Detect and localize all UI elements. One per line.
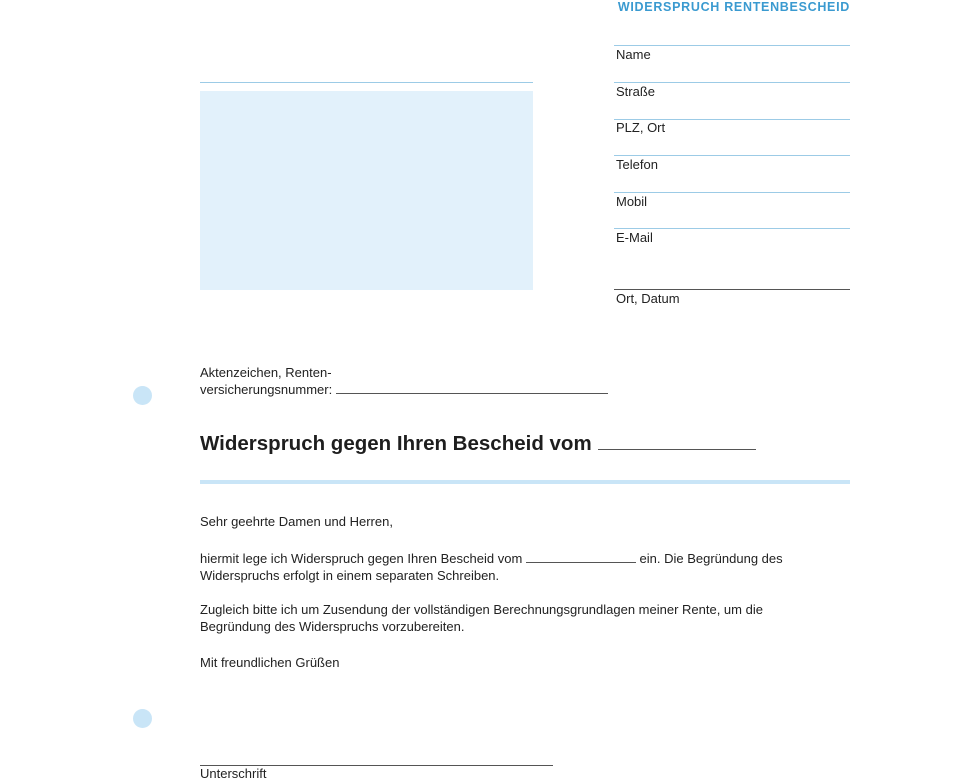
address-window[interactable] <box>200 91 533 290</box>
subject-divider <box>200 480 850 484</box>
subject-text: Widerspruch gegen Ihren Bescheid vom <box>200 432 592 455</box>
name-label: Name <box>616 47 651 62</box>
fold-mark-top <box>133 386 152 405</box>
paragraph-1-end: ein. Die Begründung des Widerspruchs erfolgt in einem separaten Schreiben. <box>200 551 783 583</box>
street-label: Straße <box>616 84 656 99</box>
mobile-label: Mobil <box>616 194 648 209</box>
phone-label: Telefon <box>616 157 658 172</box>
phone-field-line[interactable] <box>614 155 850 156</box>
notice-date-blank[interactable] <box>526 562 636 563</box>
fold-mark-bottom <box>133 709 152 728</box>
date-field-line[interactable] <box>614 289 850 290</box>
closing: Mit freundlichen Grüßen <box>200 655 340 670</box>
paragraph-1 <box>200 550 815 584</box>
signature-label: Unterschrift <box>200 766 267 781</box>
reference-label-line1: Aktenzeichen, Renten- <box>200 365 332 380</box>
email-field-line[interactable] <box>614 228 850 229</box>
mobile-field-line[interactable] <box>614 192 850 193</box>
paragraph-2: Zugleich bitte ich um Zusendung der vollständigen Berechnungsgrundlagen meiner Rente, um die Begründung des Widerspruchs vorzubereiten. <box>200 602 763 634</box>
street-field-line[interactable] <box>614 82 850 83</box>
reference-block <box>200 364 608 398</box>
reference-number-blank[interactable] <box>336 393 608 394</box>
city-label: PLZ, Ort <box>616 120 666 135</box>
subject-heading <box>200 432 756 456</box>
subject-date-blank[interactable] <box>598 449 756 450</box>
date-label: Ort, Datum <box>616 291 680 306</box>
salutation: Sehr geehrte Damen und Herren, <box>200 514 393 529</box>
address-window-line <box>200 82 533 83</box>
email-label: E-Mail <box>616 230 653 245</box>
document-title: WIDERSPRUCH RENTENBESCHEID <box>617 0 850 14</box>
name-field-line[interactable] <box>614 45 850 46</box>
reference-label-line2: versicherungsnummer: <box>200 382 333 397</box>
paragraph-1-start: hiermit lege ich Widerspruch gegen Ihren Bescheid vom <box>200 551 523 566</box>
